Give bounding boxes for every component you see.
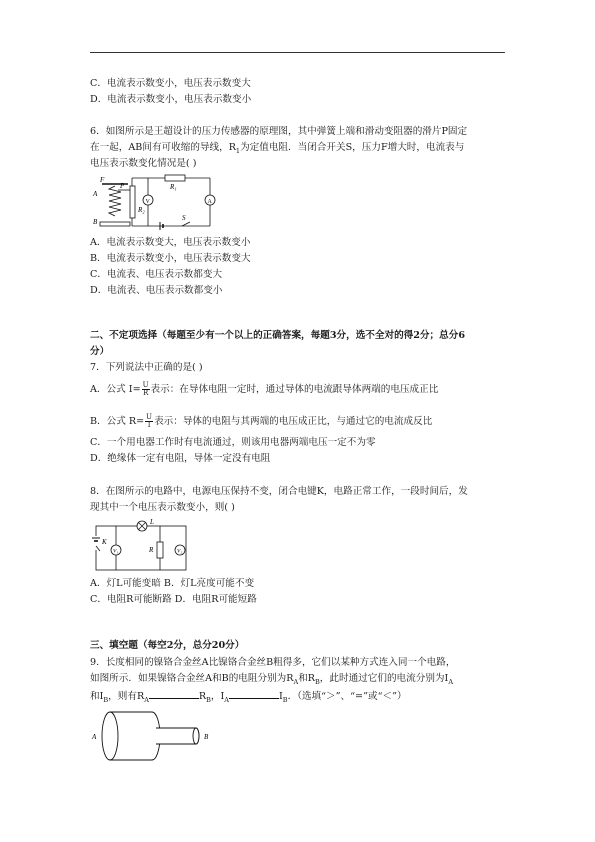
fig8-label-L: L <box>150 518 154 526</box>
q9-stem-line2: 如图所示．如果镍铬合金丝A和B的电阻分别为$R_A$和$R_B$，此时通过它们的电流分别为$I_A$ <box>90 673 454 686</box>
q9-wires-figure <box>90 704 220 768</box>
q9-blank-2[interactable] <box>229 689 279 699</box>
q8-options-ab: A．灯L可能变暗 B．灯L亮度可能不变 <box>90 578 255 589</box>
q7-option-b: B．公式 R= $\frac{U}{I}$ 表示：导体的电阻与其两端的电压成正比，与通过它的电流成反比 <box>90 413 433 429</box>
fig8-label-V1: V₁ <box>113 548 119 555</box>
q5-option-c: C．电流表示数变小，电压表示数变大 <box>90 78 251 89</box>
fig6-label-P: P <box>120 182 125 190</box>
fig6-label-A: A <box>93 190 98 198</box>
q6-stem-line3: 电压表示数变化情况是( ) <box>90 158 197 169</box>
q8-lamp-resistor-circuit-figure <box>90 516 192 574</box>
q7-option-c: C．一个用电器工作时有电流通过，则该用电器两端电压一定不为零 <box>90 437 376 448</box>
q7-option-a: A．公式 I= $\frac{U}{R}$ 表示：在导体电阻一定时，通过导体的电流跟导体两端的电压成正比 <box>90 381 439 397</box>
section2-heading-line2: 分） <box>90 346 110 357</box>
fig6-label-B: B <box>93 218 98 226</box>
q7-formula-a-fraction: $\frac{U}{R}$ <box>142 381 149 397</box>
q8-stem-line2: 现其中一个电压表示数变小，则( ) <box>90 502 235 513</box>
section3-heading: 三、填空题（每空2分，总分20分） <box>90 640 245 651</box>
section2-heading-line1: 二、不定项选择（每题至少有一个以上的正确答案，每题3分，选不全对的得2分；总分6 <box>90 330 465 341</box>
q6-option-a: A．电流表示数变大，电压表示数变小 <box>90 237 251 248</box>
svg-text:V: V <box>145 199 150 205</box>
fig9-label-A: A <box>92 733 97 741</box>
fig6-label-S: S <box>182 214 186 222</box>
q6-stem-line2: 在一起，AB间有可收缩的导线，$R_1$为定值电阻．当闭合开关S，压力F增大时，电流表与 <box>90 142 465 155</box>
fig6-label-F: F <box>100 176 105 184</box>
q8-stem-line1: 8．在图所示的电路中，电源电压保持不变，闭合电键K，电路正常工作，一段时间后，发 <box>90 486 468 497</box>
q6-stem-line1: 6．如图所示是王超设计的压力传感器的原理图，其中弹簧上端和滑动变阻器的滑片P固定 <box>90 126 468 137</box>
header-rule <box>90 52 505 53</box>
q7-option-d: D．绝缘体一定有电阻，导体一定没有电阻 <box>90 453 271 464</box>
q9-stem-line3: 和$I_B$，则有$R_A$ $R_B$，$I_A$ $I_B$．（选填“＞”、“=”或“＜”） <box>90 691 407 704</box>
q6-pressure-sensor-circuit-figure <box>90 172 220 234</box>
q6-option-d: D．电流表、电压表示数都变小 <box>90 285 223 296</box>
q9-stem-line1: 9．长度相同的镍铬合金丝A比镍铬合金丝B粗得多，它们以某种方式连入同一个电路， <box>90 657 456 668</box>
fig9-label-B: B <box>204 733 209 741</box>
q7-formula-b-fraction: $\frac{U}{I}$ <box>146 413 153 429</box>
q8-options-cd: C．电阻R可能断路 D．电阻R可能短路 <box>90 594 257 605</box>
fig6-label-R2: R₂ <box>138 206 145 214</box>
fig8-label-R: R <box>149 546 154 554</box>
q6-option-c: C．电流表、电压表示数都变大 <box>90 269 223 280</box>
svg-text:A: A <box>207 199 212 205</box>
fig6-label-R1: R₁ <box>170 183 177 191</box>
q5-option-d: D．电流表示数变小，电压表示数变小 <box>90 94 252 105</box>
q6-option-b: B．电流表示数变小，电压表示数变大 <box>90 253 251 264</box>
fig8-label-K: K <box>102 538 107 546</box>
q9-blank-1[interactable] <box>149 689 199 699</box>
fig8-label-V2: V₂ <box>177 548 183 555</box>
q7-stem: 7．下列说法中正确的是( ) <box>90 362 203 373</box>
